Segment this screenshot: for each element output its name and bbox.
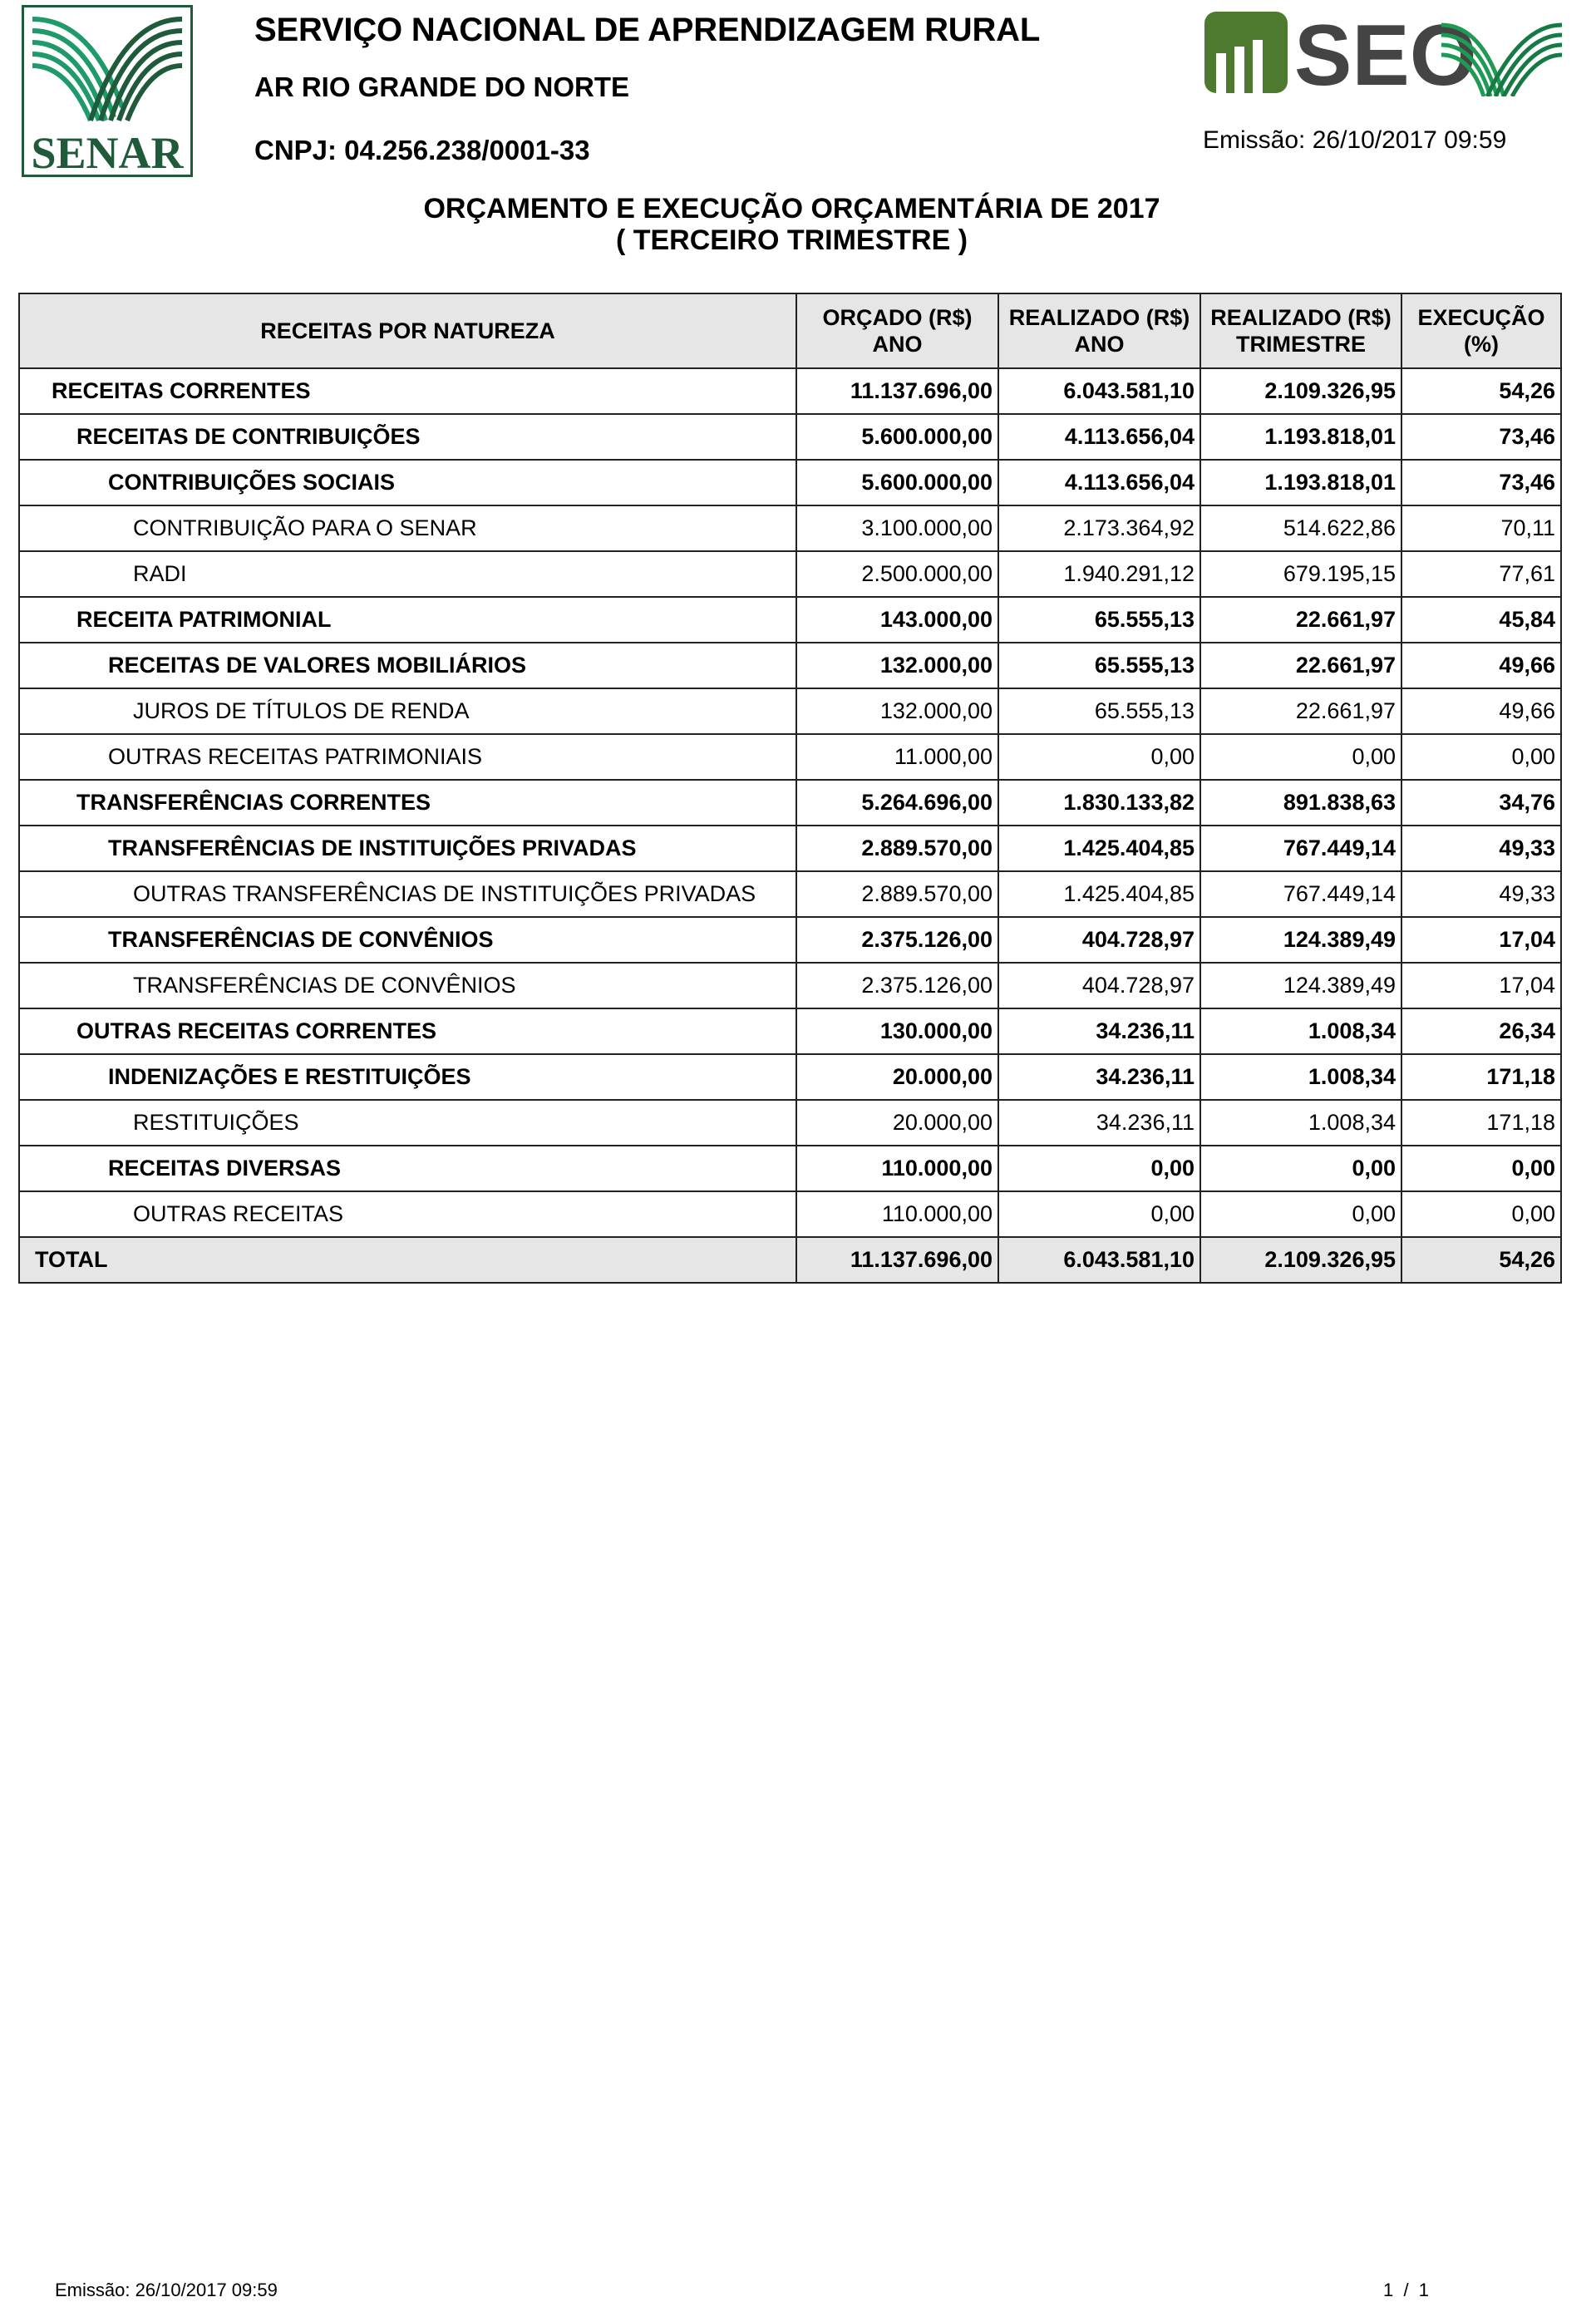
- cell-realizado-trimestre: 1.193.818,01: [1200, 414, 1401, 460]
- organization-unit: AR RIO GRANDE DO NORTE: [254, 71, 630, 102]
- table-row: [19, 917, 1561, 963]
- row-label: RECEITAS CORRENTES: [19, 368, 796, 414]
- cell-execucao: 49,33: [1401, 871, 1561, 917]
- cell-execucao: 0,00: [1401, 1191, 1561, 1237]
- footer-emission: Emissão: 26/10/2017 09:59: [55, 2280, 278, 2300]
- senar-arch-icon: [24, 7, 190, 175]
- row-label: RECEITAS DE VALORES MOBILIÁRIOS: [19, 643, 796, 688]
- cell-execucao: 45,84: [1401, 597, 1561, 643]
- row-label: TRANSFERÊNCIAS DE INSTITUIÇÕES PRIVADAS: [19, 826, 796, 871]
- total-orcado: 11.137.696,00: [796, 1237, 998, 1283]
- cell-realizado-ano: 0,00: [998, 1191, 1200, 1237]
- cell-realizado-trimestre: 22.661,97: [1200, 597, 1401, 643]
- table-row: [19, 1191, 1561, 1237]
- cell-orcado: 5.600.000,00: [796, 460, 998, 505]
- table-row: [19, 780, 1561, 826]
- row-label: RECEITAS DIVERSAS: [19, 1146, 796, 1191]
- cell-execucao: 77,61: [1401, 551, 1561, 597]
- cell-orcado: 2.889.570,00: [796, 826, 998, 871]
- cell-realizado-ano: 65.555,13: [998, 597, 1200, 643]
- cell-realizado-trimestre: 1.193.818,01: [1200, 460, 1401, 505]
- cell-orcado: 5.264.696,00: [796, 780, 998, 826]
- row-label: OUTRAS RECEITAS: [19, 1191, 796, 1237]
- cell-realizado-ano: 4.113.656,04: [998, 460, 1200, 505]
- total-row: [19, 1237, 1561, 1283]
- row-label: TRANSFERÊNCIAS DE CONVÊNIOS: [19, 917, 796, 963]
- column-header-realizado-trimestre: REALIZADO (R$) TRIMESTRE: [1200, 293, 1401, 368]
- cell-realizado-trimestre: 0,00: [1200, 1146, 1401, 1191]
- table-row: [19, 368, 1561, 414]
- row-label: RADI: [19, 551, 796, 597]
- cell-orcado: 2.500.000,00: [796, 551, 998, 597]
- cell-realizado-ano: 1.830.133,82: [998, 780, 1200, 826]
- cnpj: CNPJ: 04.256.238/0001-33: [254, 135, 590, 165]
- report-title: ORÇAMENTO E EXECUÇÃO ORÇAMENTÁRIA DE 2017: [423, 193, 1160, 224]
- seo-logo: [1204, 10, 1562, 96]
- cell-realizado-ano: 404.728,97: [998, 917, 1200, 963]
- cell-realizado-trimestre: 2.109.326,95: [1200, 368, 1401, 414]
- budget-table: [18, 293, 1562, 1284]
- row-label: RESTITUIÇÕES: [19, 1100, 796, 1146]
- cell-realizado-ano: 4.113.656,04: [998, 414, 1200, 460]
- column-header-orcado: ORÇADO (R$) ANO: [796, 293, 998, 368]
- cell-realizado-ano: 1.940.291,12: [998, 551, 1200, 597]
- row-label: CONTRIBUIÇÕES SOCIAIS: [19, 460, 796, 505]
- cell-orcado: 11.137.696,00: [796, 368, 998, 414]
- bar-chart-icon: [1204, 12, 1288, 93]
- cell-realizado-trimestre: 1.008,34: [1200, 1054, 1401, 1100]
- cell-orcado: 20.000,00: [796, 1100, 998, 1146]
- table-row: [19, 1146, 1561, 1191]
- table-row: [19, 551, 1561, 597]
- organization-name: SERVIÇO NACIONAL DE APRENDIZAGEM RURAL: [254, 12, 1041, 48]
- cell-realizado-trimestre: 1.008,34: [1200, 1100, 1401, 1146]
- row-label: RECEITAS DE CONTRIBUIÇÕES: [19, 414, 796, 460]
- cell-realizado-trimestre: 124.389,49: [1200, 917, 1401, 963]
- cell-execucao: 0,00: [1401, 734, 1561, 780]
- cell-realizado-trimestre: 22.661,97: [1200, 688, 1401, 734]
- total-execucao: 54,26: [1401, 1237, 1561, 1283]
- cell-realizado-trimestre: 0,00: [1200, 1191, 1401, 1237]
- emission-date: Emissão: 26/10/2017 09:59: [1203, 126, 1507, 154]
- table-header-row: [19, 293, 1561, 368]
- table-row: [19, 505, 1561, 551]
- row-label: OUTRAS TRANSFERÊNCIAS DE INSTITUIÇÕES PRIVADAS: [19, 871, 796, 917]
- row-label: TRANSFERÊNCIAS DE CONVÊNIOS: [19, 963, 796, 1008]
- cell-execucao: 70,11: [1401, 505, 1561, 551]
- row-label: CONTRIBUIÇÃO PARA O SENAR: [19, 505, 796, 551]
- column-header-natureza: RECEITAS POR NATUREZA: [19, 293, 796, 368]
- cell-realizado-trimestre: 767.449,14: [1200, 826, 1401, 871]
- table-row: [19, 1054, 1561, 1100]
- table-row: [19, 460, 1561, 505]
- row-label: RECEITA PATRIMONIAL: [19, 597, 796, 643]
- cell-realizado-trimestre: 767.449,14: [1200, 871, 1401, 917]
- cell-execucao: 34,76: [1401, 780, 1561, 826]
- cell-execucao: 73,46: [1401, 414, 1561, 460]
- cell-realizado-ano: 65.555,13: [998, 688, 1200, 734]
- cell-realizado-ano: 404.728,97: [998, 963, 1200, 1008]
- cell-execucao: 49,66: [1401, 688, 1561, 734]
- row-label: JUROS DE TÍTULOS DE RENDA: [19, 688, 796, 734]
- total-label: TOTAL: [19, 1237, 796, 1283]
- cell-execucao: 73,46: [1401, 460, 1561, 505]
- cell-orcado: 2.375.126,00: [796, 917, 998, 963]
- row-label: OUTRAS RECEITAS PATRIMONIAIS: [19, 734, 796, 780]
- cell-orcado: 132.000,00: [796, 688, 998, 734]
- cell-execucao: 17,04: [1401, 963, 1561, 1008]
- table-row: [19, 826, 1561, 871]
- table-row: [19, 1008, 1561, 1054]
- table-row: [19, 1100, 1561, 1146]
- cell-realizado-trimestre: 22.661,97: [1200, 643, 1401, 688]
- senar-logo-text: SENAR: [31, 128, 184, 175]
- cell-realizado-trimestre: 1.008,34: [1200, 1008, 1401, 1054]
- cell-orcado: 5.600.000,00: [796, 414, 998, 460]
- cell-realizado-ano: 0,00: [998, 734, 1200, 780]
- column-header-realizado-ano: REALIZADO (R$) ANO: [998, 293, 1200, 368]
- total-realizado-trimestre: 2.109.326,95: [1200, 1237, 1401, 1283]
- table-row: [19, 871, 1561, 917]
- cell-orcado: 11.000,00: [796, 734, 998, 780]
- cell-realizado-ano: 1.425.404,85: [998, 826, 1200, 871]
- cell-execucao: 49,33: [1401, 826, 1561, 871]
- cell-realizado-trimestre: 0,00: [1200, 734, 1401, 780]
- cell-execucao: 171,18: [1401, 1054, 1561, 1100]
- cell-execucao: 49,66: [1401, 643, 1561, 688]
- column-header-execucao: EXECUÇÃO (%): [1401, 293, 1561, 368]
- cell-orcado: 132.000,00: [796, 643, 998, 688]
- row-label: TRANSFERÊNCIAS CORRENTES: [19, 780, 796, 826]
- table-row: [19, 963, 1561, 1008]
- cell-orcado: 143.000,00: [796, 597, 998, 643]
- cell-orcado: 130.000,00: [796, 1008, 998, 1054]
- cell-orcado: 110.000,00: [796, 1146, 998, 1191]
- total-realizado-ano: 6.043.581,10: [998, 1237, 1200, 1283]
- cell-execucao: 17,04: [1401, 917, 1561, 963]
- cell-execucao: 0,00: [1401, 1146, 1561, 1191]
- cell-realizado-trimestre: 679.195,15: [1200, 551, 1401, 597]
- cell-realizado-ano: 1.425.404,85: [998, 871, 1200, 917]
- table-row: [19, 734, 1561, 780]
- cell-realizado-ano: 65.555,13: [998, 643, 1200, 688]
- cell-realizado-ano: 34.236,11: [998, 1054, 1200, 1100]
- cell-orcado: 110.000,00: [796, 1191, 998, 1237]
- table-row: [19, 414, 1561, 460]
- table-row: [19, 597, 1561, 643]
- cell-realizado-ano: 6.043.581,10: [998, 368, 1200, 414]
- table-row: [19, 643, 1561, 688]
- cell-orcado: 3.100.000,00: [796, 505, 998, 551]
- senar-logo: [22, 5, 193, 177]
- cell-realizado-trimestre: 124.389,49: [1200, 963, 1401, 1008]
- cell-execucao: 171,18: [1401, 1100, 1561, 1146]
- cell-realizado-trimestre: 891.838,63: [1200, 780, 1401, 826]
- cell-orcado: 2.889.570,00: [796, 871, 998, 917]
- cell-realizado-trimestre: 514.622,86: [1200, 505, 1401, 551]
- cell-realizado-ano: 34.236,11: [998, 1100, 1200, 1146]
- row-label: OUTRAS RECEITAS CORRENTES: [19, 1008, 796, 1054]
- row-label: INDENIZAÇÕES E RESTITUIÇÕES: [19, 1054, 796, 1100]
- seo-logo-text: SEO: [1294, 10, 1477, 96]
- cell-realizado-ano: 2.173.364,92: [998, 505, 1200, 551]
- page-number: 1 / 1: [1383, 2280, 1430, 2300]
- table-row: [19, 688, 1561, 734]
- cell-realizado-ano: 34.236,11: [998, 1008, 1200, 1054]
- cell-execucao: 26,34: [1401, 1008, 1561, 1054]
- cell-orcado: 2.375.126,00: [796, 963, 998, 1008]
- cell-orcado: 20.000,00: [796, 1054, 998, 1100]
- report-subtitle: ( TERCEIRO TRIMESTRE ): [615, 224, 968, 256]
- cell-realizado-ano: 0,00: [998, 1146, 1200, 1191]
- cell-execucao: 54,26: [1401, 368, 1561, 414]
